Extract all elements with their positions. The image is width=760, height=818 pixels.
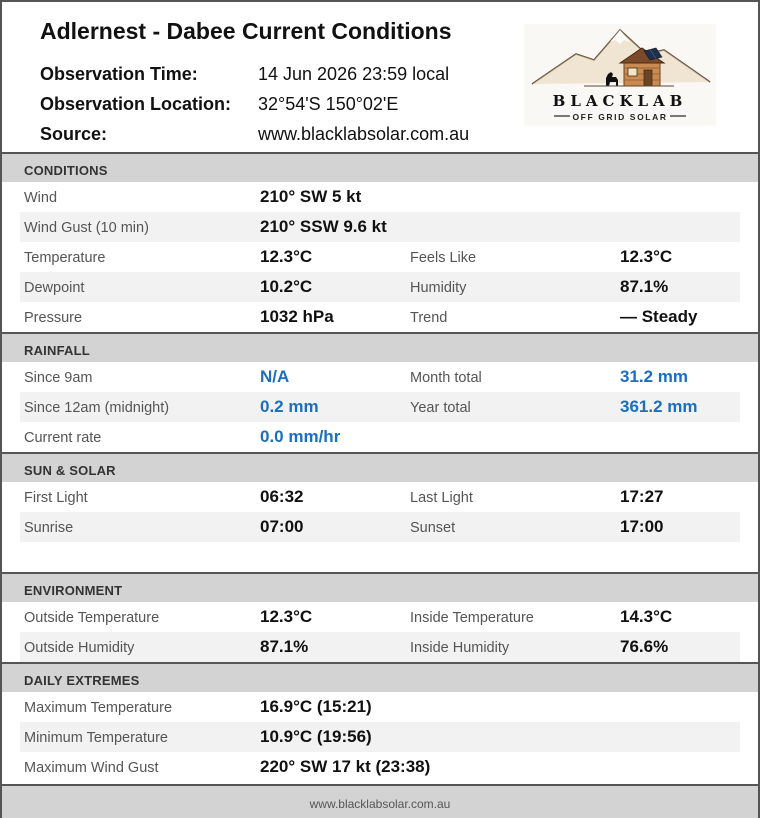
source-value: www.blacklabsolar.com.au — [258, 124, 470, 144]
year-total-label: Year total — [410, 400, 471, 416]
page-footer — [2, 784, 758, 818]
footer-link[interactable]: www.blacklabsolar.com.au — [309, 797, 451, 811]
row-temperature — [20, 242, 740, 272]
current-rate-label: Current rate — [24, 430, 102, 446]
row-min-temperature — [20, 722, 740, 752]
first-light-label: First Light — [24, 490, 88, 506]
section-sun-solar — [2, 452, 758, 482]
row-empty-spacer — [20, 542, 740, 572]
row-wind — [20, 182, 740, 212]
row-since-9am — [20, 362, 740, 392]
trend-value: — Steady — [620, 307, 698, 326]
last-light-value: 17:27 — [620, 487, 664, 506]
wind-value: 210° SW 5 kt — [260, 187, 362, 206]
pressure-label: Pressure — [24, 310, 83, 326]
row-current-rate — [20, 422, 740, 452]
current-rate-value: 0.0 mm/hr — [260, 427, 341, 446]
temperature-label: Temperature — [24, 250, 106, 266]
section-conditions — [2, 152, 758, 182]
pressure-value: 1032 hPa — [260, 307, 334, 326]
inside-humidity-label: Inside Humidity — [410, 640, 510, 656]
row-outside-humidity — [20, 632, 740, 662]
section-environment — [2, 572, 758, 602]
feels-like-value: 12.3°C — [620, 247, 673, 266]
dewpoint-label: Dewpoint — [24, 280, 85, 296]
outside-temperature-value: 12.3°C — [260, 607, 313, 626]
inside-temperature-value: 14.3°C — [620, 607, 673, 626]
sunrise-value: 07:00 — [260, 517, 304, 536]
logo-brand-name: BLACKLAB — [552, 92, 688, 110]
max-wind-gust-value: 220° SW 17 kt (23:38) — [260, 757, 431, 776]
observation-time-label: Observation Time: — [40, 64, 198, 84]
section-rainfall-heading: RAINFALL — [24, 343, 90, 358]
blacklab-logo — [524, 24, 716, 126]
page-title: Adlernest - Dabee Current Conditions — [40, 18, 452, 44]
row-first-light — [20, 482, 740, 512]
month-total-label: Month total — [410, 370, 482, 386]
last-light-label: Last Light — [410, 490, 473, 506]
max-temperature-value: 16.9°C (15:21) — [260, 697, 372, 716]
observation-time-value: 14 Jun 2026 23:59 local — [258, 64, 450, 84]
observation-location-value: 32°54'S 150°02'E — [258, 94, 399, 114]
row-sunrise — [20, 512, 740, 542]
row-pressure — [20, 302, 740, 332]
trend-label: Trend — [410, 310, 448, 326]
section-rainfall — [2, 332, 758, 362]
year-total-value: 361.2 mm — [620, 397, 698, 416]
row-max-wind-gust — [20, 752, 740, 782]
row-since-midnight — [20, 392, 740, 422]
row-outside-temperature — [20, 602, 740, 632]
sunset-label: Sunset — [410, 520, 456, 536]
report-header — [2, 2, 758, 152]
section-daily-extremes-heading: DAILY EXTREMES — [24, 673, 140, 688]
outside-temperature-label: Outside Temperature — [24, 610, 160, 626]
month-total-value: 31.2 mm — [620, 367, 689, 386]
observation-location-label: Observation Location: — [40, 94, 232, 114]
inside-temperature-label: Inside Temperature — [410, 610, 534, 626]
outside-humidity-value: 87.1% — [260, 637, 309, 656]
section-conditions-heading: CONDITIONS — [24, 163, 108, 178]
wind-gust-label: Wind Gust (10 min) — [24, 220, 149, 236]
logo-tagline: OFF GRID SOLAR — [572, 112, 668, 122]
max-wind-gust-label: Maximum Wind Gust — [24, 760, 159, 776]
source-label: Source: — [40, 124, 108, 144]
dewpoint-value: 10.2°C — [260, 277, 313, 296]
humidity-label: Humidity — [410, 280, 467, 296]
sunset-value: 17:00 — [620, 517, 664, 536]
section-sun-solar-heading: SUN & SOLAR — [24, 463, 116, 478]
wind-gust-value: 210° SSW 9.6 kt — [260, 217, 387, 236]
outside-humidity-label: Outside Humidity — [24, 640, 135, 656]
min-temperature-value: 10.9°C (19:56) — [260, 727, 372, 746]
logo-mountain-cabin-icon — [524, 24, 716, 126]
row-max-temperature — [20, 692, 740, 722]
first-light-value: 06:32 — [260, 487, 304, 506]
row-wind-gust — [20, 212, 740, 242]
inside-humidity-value: 76.6% — [620, 637, 669, 656]
max-temperature-label: Maximum Temperature — [24, 700, 173, 716]
since-midnight-value: 0.2 mm — [260, 397, 319, 416]
humidity-value: 87.1% — [620, 277, 669, 296]
since-midnight-label: Since 12am (midnight) — [24, 400, 170, 416]
section-daily-extremes — [2, 662, 758, 692]
since-9am-label: Since 9am — [24, 370, 93, 386]
min-temperature-label: Minimum Temperature — [24, 730, 168, 746]
since-9am-value: N/A — [260, 367, 290, 386]
row-dewpoint — [20, 272, 740, 302]
wind-label: Wind — [24, 190, 58, 206]
section-environment-heading: ENVIRONMENT — [24, 583, 123, 598]
sunrise-label: Sunrise — [24, 520, 74, 536]
temperature-value: 12.3°C — [260, 247, 313, 266]
feels-like-label: Feels Like — [410, 250, 477, 266]
